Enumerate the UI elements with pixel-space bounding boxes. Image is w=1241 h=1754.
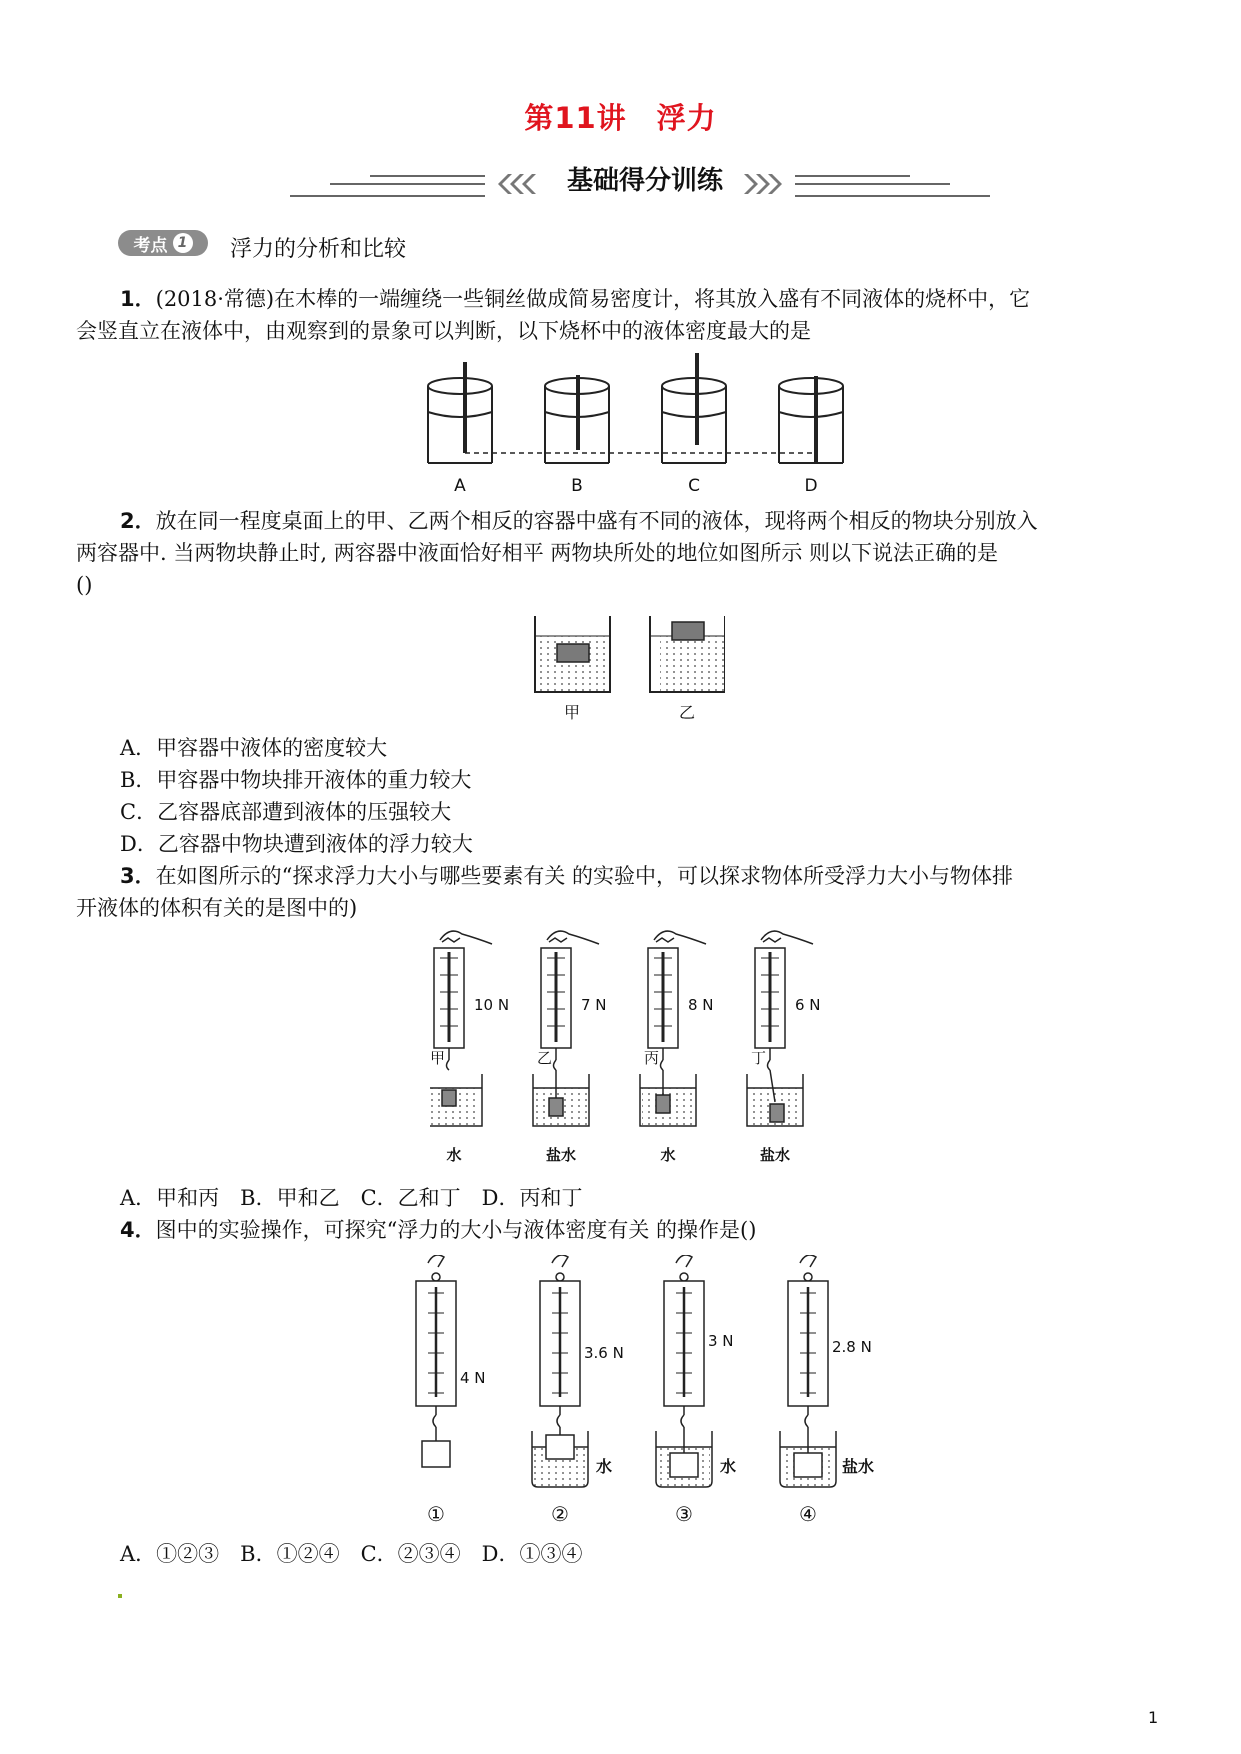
q4-label-4: ④ (799, 1502, 817, 1526)
q3-label-4: 丁 (751, 1049, 767, 1067)
page-number: 1 (1148, 1708, 1159, 1727)
q2-containers-figure (525, 610, 725, 725)
q4-line1 (120, 1214, 756, 1246)
q4-reading-4: 2.8 N (832, 1338, 872, 1356)
q3-text-line2: 开液体的体积有关的是图中的) (76, 896, 358, 920)
q4-label-3: ③ (675, 1502, 693, 1526)
q3-liquid-4: 盐水 (759, 1146, 791, 1164)
q2-option-b: B．甲容器中物块排开液体的重力较大 (120, 768, 472, 792)
q3-spring-scale-figure (430, 930, 850, 1175)
q2-option-a: A．甲容器中液体的密度较大 (120, 736, 388, 760)
q4-liquid-4: 盐水 (842, 1457, 875, 1476)
q2-line1 (120, 505, 1038, 537)
q4-reading-2: 3.6 N (584, 1344, 624, 1362)
q1-hydrometer-figure (420, 350, 850, 500)
q3-liquid-1: 水 (446, 1146, 462, 1164)
q1-label-a: A (454, 476, 466, 496)
q2-number: 2． (120, 509, 156, 533)
q2-text-line3: () (76, 573, 93, 597)
q4-reading-3: 3 N (708, 1332, 734, 1350)
q1-text-line1: (2018·常德)在木棒的一端缠绕一些铜丝做成简易密度计，将其放入盛有不同液体的烧杯中，它 (155, 287, 1031, 311)
q3-reading-2: 7 N (581, 996, 607, 1014)
q1-line1 (120, 283, 1030, 315)
q4-options: A．①②③ B．①②④ C．②③④ D．①③④ (120, 1542, 583, 1566)
q1-number: 1． (120, 287, 156, 311)
q3-reading-3: 8 N (688, 996, 714, 1014)
q3-text-line1: 在如图所示的“探求浮力大小与哪些要素有关 的实验中，可以探求物体所受浮力大小与物体排 (155, 864, 1014, 888)
q1-label-c: C (688, 476, 700, 496)
q4-liquid-3: 水 (720, 1457, 737, 1476)
banner-title: 基础得分训练 (566, 166, 723, 196)
q3-label-1: 甲 (430, 1049, 446, 1067)
q2-label-jia: 甲 (563, 703, 581, 722)
q3-reading-4: 6 N (795, 996, 821, 1014)
q3-liquid-2: 盐水 (545, 1146, 577, 1164)
q3-reading-1: 10 N (474, 996, 510, 1014)
topic-badge-number: 1 (173, 233, 193, 253)
q4-text-line1: 图中的实验操作，可探究“浮力的大小与液体密度有关 的操作是() (155, 1218, 757, 1242)
q4-liquid-2: 水 (596, 1457, 613, 1476)
q4-number: 4． (120, 1218, 156, 1242)
q4-spring-scale-figure (400, 1255, 880, 1540)
q4-label-2: ② (551, 1502, 569, 1526)
q3-label-3: 丙 (644, 1049, 660, 1067)
topic-title: 浮力的分析和比较 (230, 237, 407, 262)
q2-text-line1: 放在同一程度桌面上的甲、乙两个相反的容器中盛有不同的液体，现将两个相反的物块分别放入 (155, 509, 1038, 533)
q3-label-2: 乙 (537, 1049, 553, 1067)
topic-badge-label: 考点 (133, 235, 168, 256)
q3-number: 3． (120, 864, 156, 888)
stray-mark (118, 1594, 122, 1598)
topic-badge (118, 230, 208, 256)
q4-label-1: ① (427, 1502, 445, 1526)
q4-reading-1: 4 N (460, 1369, 486, 1387)
q3-line1 (120, 860, 1013, 892)
q2-option-d: D．乙容器中物块遭到液体的浮力较大 (120, 832, 473, 856)
q2-text-line2: 两容器中. 当两物块静止时, 两容器中液面恰好相平 两物块所处的地位如图所示 则以下说法正确的是 (76, 541, 999, 565)
q1-label-b: B (571, 476, 583, 496)
q1-text-line2: 会竖直立在液体中，由观察到的景象可以判断，以下烧杯中的液体密度最大的是 (76, 319, 811, 343)
q2-label-yi: 乙 (678, 703, 696, 722)
q2-option-c: C．乙容器底部遭到液体的压强较大 (120, 800, 452, 824)
page-title: 第11讲 浮力 (524, 101, 717, 135)
q3-options: A．甲和丙 B．甲和乙 C．乙和丁 D．丙和丁 (120, 1186, 583, 1210)
q3-liquid-3: 水 (660, 1146, 676, 1164)
q1-label-d: D (804, 476, 818, 496)
